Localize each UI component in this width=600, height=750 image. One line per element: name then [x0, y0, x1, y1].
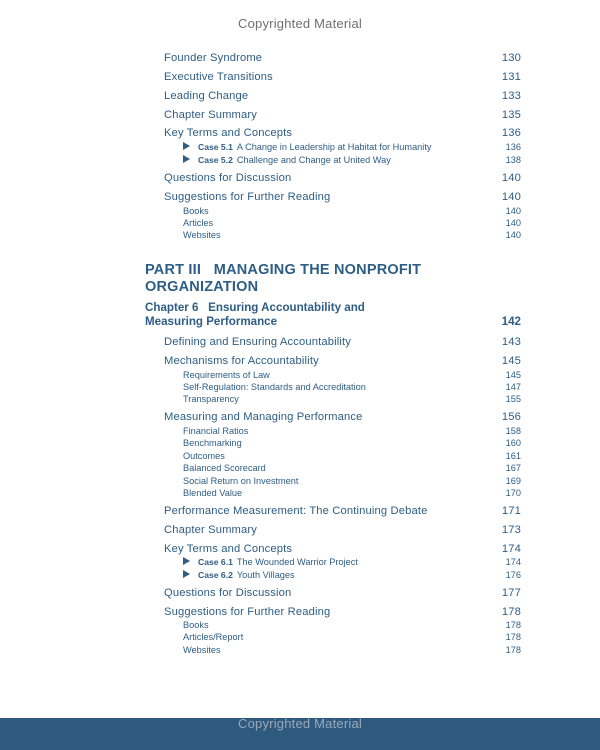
- toc-case-6-1[interactable]: [183, 557, 521, 567]
- toc-subentry-outcomes[interactable]: [183, 451, 521, 461]
- triangle-bullet-icon: [183, 570, 190, 578]
- toc-page-number: 136: [505, 142, 521, 152]
- toc-entry-further-reading[interactable]: [164, 191, 521, 203]
- toc-page-number: 131: [501, 71, 521, 83]
- toc-page-number: 155: [505, 394, 521, 404]
- toc-page-number: 138: [505, 155, 521, 165]
- toc-case-5-1[interactable]: [183, 142, 521, 152]
- case-title: The Wounded Warrior Project: [236, 557, 358, 567]
- toc-subentry-blended-value[interactable]: [183, 488, 521, 498]
- toc-entry-chapter-summary[interactable]: [164, 109, 521, 121]
- toc-entry-mechanisms[interactable]: [164, 355, 521, 367]
- toc-entry-label: Chapter Summary: [164, 109, 258, 121]
- toc-page-number: 145: [505, 370, 521, 380]
- toc-subentry-websites-6[interactable]: [183, 645, 521, 655]
- part-heading: [145, 262, 465, 296]
- toc-page-number: 178: [505, 645, 521, 655]
- toc-entry-label: Questions for Discussion: [164, 172, 292, 184]
- toc-page-number: 136: [501, 127, 521, 139]
- toc-subentry-social-return[interactable]: [183, 476, 521, 486]
- toc-entry-questions-6[interactable]: [164, 587, 521, 599]
- toc-page-number: 176: [505, 570, 521, 580]
- case-number: Case 6.2: [198, 570, 233, 580]
- toc-entry-label: Suggestions for Further Reading: [164, 191, 331, 203]
- toc-subentry-books[interactable]: [183, 206, 521, 216]
- toc-subentry-label: Books: [183, 620, 209, 630]
- toc-page-number: 130: [501, 52, 521, 64]
- triangle-bullet-icon: [183, 557, 190, 565]
- toc-subentry-label: Requirements of Law: [183, 370, 270, 380]
- toc-entry-questions[interactable]: [164, 172, 521, 184]
- case-number: Case 5.2: [198, 155, 233, 165]
- triangle-bullet-icon: [183, 155, 190, 163]
- toc-entry-label: Performance Measurement: The Continuing Debate: [164, 505, 428, 517]
- toc-entry-key-terms-6[interactable]: [164, 543, 521, 555]
- toc-entry-label: Defining and Ensuring Accountability: [164, 336, 351, 348]
- toc-page-number: 174: [505, 557, 521, 567]
- toc-subentry-label: Financial Ratios: [183, 426, 249, 436]
- toc-page-number: 174: [501, 543, 521, 555]
- toc-entry-key-terms[interactable]: [164, 127, 521, 139]
- case-title: A Change in Leadership at Habitat for Humanity: [236, 142, 432, 152]
- toc-page-number: 178: [505, 632, 521, 642]
- chapter-heading-line-1: Chapter 6 Ensuring Accountability and: [145, 301, 365, 314]
- case-title: Challenge and Change at United Way: [236, 155, 391, 165]
- toc-subentry-label: Articles/Report: [183, 632, 244, 642]
- copyright-watermark-top: Copyrighted Material: [238, 16, 362, 31]
- toc-page-number: 178: [501, 606, 521, 618]
- toc-page-number: 160: [505, 438, 521, 448]
- case-number: Case 5.1: [198, 142, 233, 152]
- toc-case-6-2[interactable]: [183, 570, 521, 580]
- toc-entry-leading-change[interactable]: [164, 90, 521, 102]
- case-number: Case 6.1: [198, 557, 233, 567]
- toc-page-number: 145: [501, 355, 521, 367]
- toc-page-number: 178: [505, 620, 521, 630]
- toc-entry-measuring-performance[interactable]: [164, 411, 521, 423]
- toc-subentry-label: Articles: [183, 218, 214, 228]
- toc-subentry-label: Websites: [183, 230, 221, 240]
- toc-page-number: 170: [505, 488, 521, 498]
- toc-subentry-label: Transparency: [183, 394, 239, 404]
- toc-page-number: 173: [501, 524, 521, 536]
- toc-page-number: 140: [505, 206, 521, 216]
- toc-entry-label: Executive Transitions: [164, 71, 273, 83]
- toc-case-5-2[interactable]: [183, 155, 521, 165]
- toc-subentry-websites[interactable]: [183, 230, 521, 240]
- chapter-heading-line-2: Measuring Performance: [145, 315, 278, 328]
- toc-subentry-label: Benchmarking: [183, 438, 242, 448]
- toc-entry-label: Founder Syndrome: [164, 52, 263, 64]
- toc-entry-continuing-debate[interactable]: [164, 505, 521, 517]
- toc-subentry-balanced-scorecard[interactable]: [183, 463, 521, 473]
- toc-page-number: 140: [505, 218, 521, 228]
- toc-subentry-benchmarking[interactable]: [183, 438, 521, 448]
- case-title: Youth Villages: [236, 570, 295, 580]
- toc-page-number: 147: [505, 382, 521, 392]
- triangle-bullet-icon: [183, 142, 190, 150]
- toc-page-number: 142: [501, 315, 521, 328]
- toc-entry-label: Mechanisms for Accountability: [164, 355, 319, 367]
- toc-entry-defining-accountability[interactable]: [164, 336, 521, 348]
- toc-page-number: 156: [501, 411, 521, 423]
- toc-subentry-transparency[interactable]: [183, 394, 521, 404]
- toc-subentry-label: Social Return on Investment: [183, 476, 299, 486]
- toc-subentry-label: Websites: [183, 645, 221, 655]
- toc-page-number: 143: [501, 336, 521, 348]
- toc-entry-label: Questions for Discussion: [164, 587, 292, 599]
- toc-subentry-label: Books: [183, 206, 209, 216]
- toc-page-number: 135: [501, 109, 521, 121]
- toc-subentry-requirements-of-law[interactable]: [183, 370, 521, 380]
- toc-page-number: 140: [505, 230, 521, 240]
- toc-subentry-label: Self-Regulation: Standards and Accreditation: [183, 382, 366, 392]
- toc-page-number: 161: [505, 451, 521, 461]
- toc-page-number: 140: [501, 191, 521, 203]
- part-heading-line-1: PART III MANAGING THE NONPROFIT: [145, 262, 422, 278]
- toc-entry-further-reading-6[interactable]: [164, 606, 521, 618]
- part-heading-line-2: ORGANIZATION: [145, 279, 259, 295]
- toc-entry-label: Suggestions for Further Reading: [164, 606, 331, 618]
- toc-subentry-self-regulation[interactable]: [183, 382, 521, 392]
- toc-subentry-articles[interactable]: [183, 218, 521, 228]
- toc-entry-founder-syndrome[interactable]: [164, 52, 521, 64]
- toc-entry-chapter-summary-6[interactable]: [164, 524, 521, 536]
- toc-page-number: 177: [501, 587, 521, 599]
- toc-page-number: 167: [505, 463, 521, 473]
- toc-page-number: 140: [501, 172, 521, 184]
- toc-subentry-label: Balanced Scorecard: [183, 463, 266, 473]
- toc-entry-label: Chapter Summary: [164, 524, 258, 536]
- toc-entry-label: Key Terms and Concepts: [164, 543, 293, 555]
- toc-subentry-financial-ratios[interactable]: [183, 426, 521, 436]
- toc-page-number: 171: [501, 505, 521, 517]
- toc-subentry-articles-report[interactable]: [183, 632, 521, 642]
- copyright-watermark-bottom: Copyrighted Material: [238, 716, 362, 731]
- toc-page-number: 158: [505, 426, 521, 436]
- chapter-heading[interactable]: [145, 301, 521, 329]
- toc-page-number: 133: [501, 90, 521, 102]
- toc-subentry-books-6[interactable]: [183, 620, 521, 630]
- toc-entry-label: Measuring and Managing Performance: [164, 411, 363, 423]
- toc-entry-label: Key Terms and Concepts: [164, 127, 293, 139]
- toc-entry-executive-transitions[interactable]: [164, 71, 521, 83]
- toc-subentry-label: Outcomes: [183, 451, 225, 461]
- toc-subentry-label: Blended Value: [183, 488, 243, 498]
- toc-entry-label: Leading Change: [164, 90, 249, 102]
- toc-page-number: 169: [505, 476, 521, 486]
